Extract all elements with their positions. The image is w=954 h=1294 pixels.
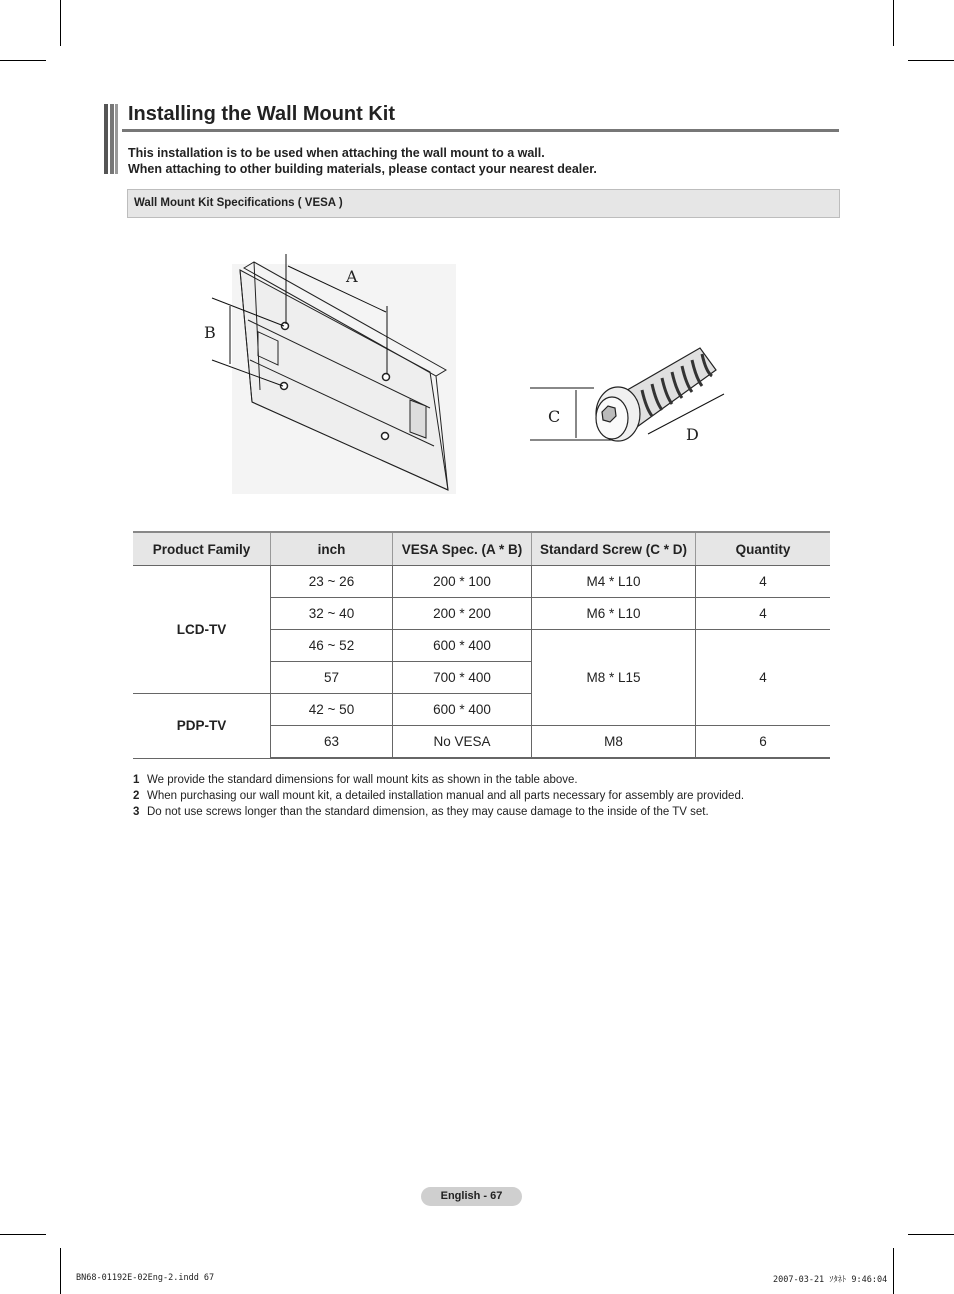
family-lcd-tv: LCD-TV xyxy=(133,566,271,694)
cell-quantity: 4 xyxy=(696,630,831,726)
cell-inch: 63 xyxy=(271,726,393,759)
cell-quantity: 4 xyxy=(696,566,831,598)
crop-mark xyxy=(60,1248,61,1294)
header-product-family: Product Family xyxy=(133,532,271,566)
header-vesa-spec: VESA Spec. (A * B) xyxy=(393,532,532,566)
list-item xyxy=(133,788,744,804)
crop-mark xyxy=(0,1234,46,1235)
crop-mark xyxy=(908,1234,954,1235)
dimension-label-b: B xyxy=(204,323,216,342)
print-slug-right: 2007-03-21 ｿﾀﾈﾄ 9:46:04 xyxy=(773,1275,888,1285)
note-text: Do not use screws longer than the standard dimension, as they may cause damage to the inside of the TV set. xyxy=(147,806,709,818)
spec-heading-box xyxy=(127,189,840,218)
cell-quantity: 4 xyxy=(696,598,831,630)
cell-vesa: No VESA xyxy=(393,726,532,759)
page-title: Installing the Wall Mount Kit xyxy=(128,103,396,125)
cell-quantity: 6 xyxy=(696,726,831,759)
cell-inch: 57 xyxy=(271,662,393,694)
cell-vesa: 600 * 400 xyxy=(393,694,532,726)
intro-line-2: When attaching to other building materials, please contact your nearest dealer. xyxy=(128,162,597,176)
spec-heading-label: Wall Mount Kit Specifications ( VESA ) xyxy=(134,197,343,209)
cell-screw: M8 xyxy=(532,726,696,759)
cell-inch: 32 ~ 40 xyxy=(271,598,393,630)
dimension-label-a: A xyxy=(346,267,358,286)
title-underline xyxy=(122,129,839,132)
cell-screw: M8 * L15 xyxy=(532,630,696,726)
vesa-spec-table xyxy=(133,531,830,759)
table-header-row xyxy=(133,532,830,566)
cell-inch: 23 ~ 26 xyxy=(271,566,393,598)
note-number: 1 xyxy=(133,774,140,786)
header-standard-screw: Standard Screw (C * D) xyxy=(532,532,696,566)
intro-text xyxy=(128,145,597,177)
list-item xyxy=(133,804,744,820)
crop-mark xyxy=(893,0,894,46)
cell-screw: M6 * L10 xyxy=(532,598,696,630)
note-number: 3 xyxy=(133,806,140,818)
note-number: 2 xyxy=(133,790,140,802)
wall-mount-illustration xyxy=(190,240,750,510)
family-pdp-tv: PDP-TV xyxy=(133,694,271,759)
print-slug-left: BN68-01192E-02Eng-2.indd 67 xyxy=(76,1273,215,1283)
intro-line-1: This installation is to be used when attaching the wall mount to a wall. xyxy=(128,146,545,160)
cell-inch: 42 ~ 50 xyxy=(271,694,393,726)
crop-mark xyxy=(0,60,46,61)
note-text: We provide the standard dimensions for wall mount kits as shown in the table above. xyxy=(147,774,578,786)
dimension-label-d: D xyxy=(686,425,699,444)
list-item xyxy=(133,772,744,788)
cell-vesa: 200 * 100 xyxy=(393,566,532,598)
section-marker-bar xyxy=(104,104,118,174)
note-text: When purchasing our wall mount kit, a detailed installation manual and all parts necessary for assembly are provided. xyxy=(147,790,745,802)
cell-vesa: 200 * 200 xyxy=(393,598,532,630)
cell-vesa: 600 * 400 xyxy=(393,630,532,662)
notes-list xyxy=(133,772,744,820)
crop-mark xyxy=(908,60,954,61)
tv-back-drawing xyxy=(232,262,456,494)
cell-vesa: 700 * 400 xyxy=(393,662,532,694)
cell-inch: 46 ~ 52 xyxy=(271,630,393,662)
cell-screw: M4 * L10 xyxy=(532,566,696,598)
table-row xyxy=(133,566,830,598)
dimension-label-c: C xyxy=(548,407,561,426)
crop-mark xyxy=(60,0,61,46)
page-number-badge: English - 67 xyxy=(421,1187,522,1206)
header-inch: inch xyxy=(271,532,393,566)
crop-mark xyxy=(893,1248,894,1294)
header-quantity: Quantity xyxy=(696,532,831,566)
